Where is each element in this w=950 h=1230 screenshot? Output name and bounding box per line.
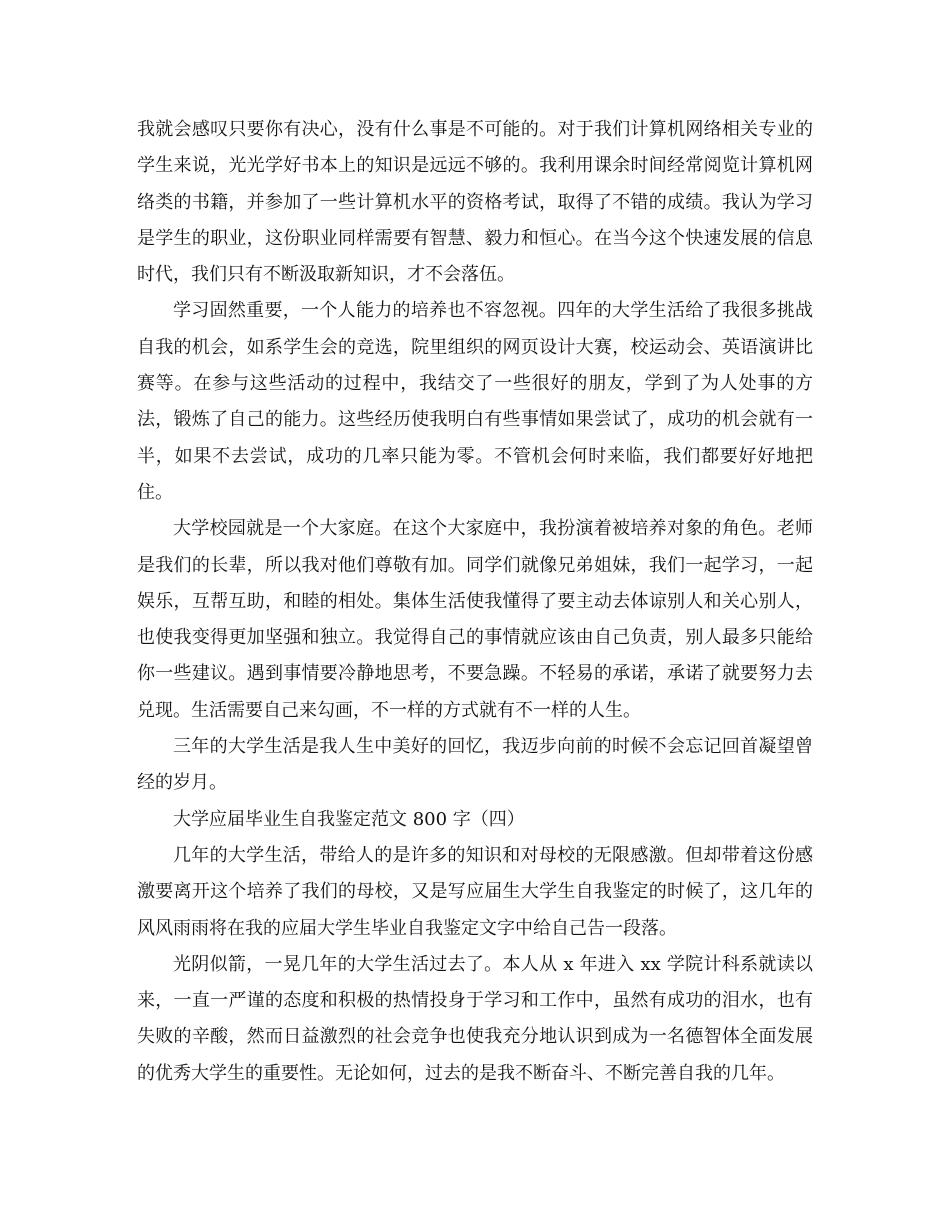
paragraph: 大学校园就是一个大家庭。在这个大家庭中，我扮演着被培养对象的角色。老师是我们的长辈，所以我对他们尊敬有加。同学们就像兄弟姐妹，我们一起学习，一起娱乐，互帮互助，和睦的相处。集体生活使我懂得了要主动去体谅别人和关心别人，也使我变得更加坚强和独立。我觉得自己的事情就应该由自己负责，别人最多只能给你一些建议。遇到事情要冷静地思考，不要急躁。不轻易的承诺，承诺了就要努力去兑现。生活需要自己来勾画，不一样的方式就有不一样的人生。 xyxy=(137,518,813,721)
paragraph: 三年的大学生活是我人生中美好的回忆，我迈步向前的时候不会忘记回首凝望曾经的岁月。 xyxy=(137,736,813,794)
paragraph: 几年的大学生活，带给人的是许多的知识和对母校的无限感激。但却带着这份感激要离开这个培养了我们的母校，又是写应届生大学生自我鉴定的时候了，这几年的风风雨雨将在我的应届大学生毕业自我鉴定文字中给自己告一段落。 xyxy=(137,844,813,939)
paragraph-continuation: 我就会感叹只要你有决心，没有什么事是不可能的。对于我们计算机网络相关专业的学生来说，光光学好书本上的知识是远远不够的。我利用课余时间经常阅览计算机网络类的书籍，并参加了一些计算机水平的资格考试，取得了不错的成绩。我认为学习是学生的职业，这份职业同样需要有智慧、毅力和恒心。在当今这个快速发展的信息时代，我们只有不断汲取新知识，才不会落伍。 xyxy=(137,119,813,286)
document-body xyxy=(137,112,813,1092)
section-heading: 大学应届毕业生自我鉴定范文 800 字（四） xyxy=(173,808,525,830)
paragraph: 光阴似箭，一晃几年的大学生活过去了。本人从 x 年进入 xx 学院计科系就读以来，一直一严谨的态度和积极的热情投身于学习和工作中，虽然有成功的泪水，也有失败的辛酸，然而日益激烈的社会竞争也使我充分地认识到成为一名德智体全面发展的优秀大学生的重要性。无论如何，过去的是我不断奋斗、不断完善自我的几年。 xyxy=(137,953,813,1084)
paragraph: 学习固然重要，一个人能力的培养也不容忽视。四年的大学生活给了我很多挑战自我的机会，如系学生会的竞选，院里组织的网页设计大赛，校运动会、英语演讲比赛等。在参与这些活动的过程中，我结交了一些很好的朋友，学到了为人处事的方法，锻炼了自己的能力。这些经历使我明白有些事情如果尝试了，成功的机会就有一半，如果不去尝试，成功的几率只能为零。不管机会何时来临，我们都要好好地把住。 xyxy=(137,300,813,503)
